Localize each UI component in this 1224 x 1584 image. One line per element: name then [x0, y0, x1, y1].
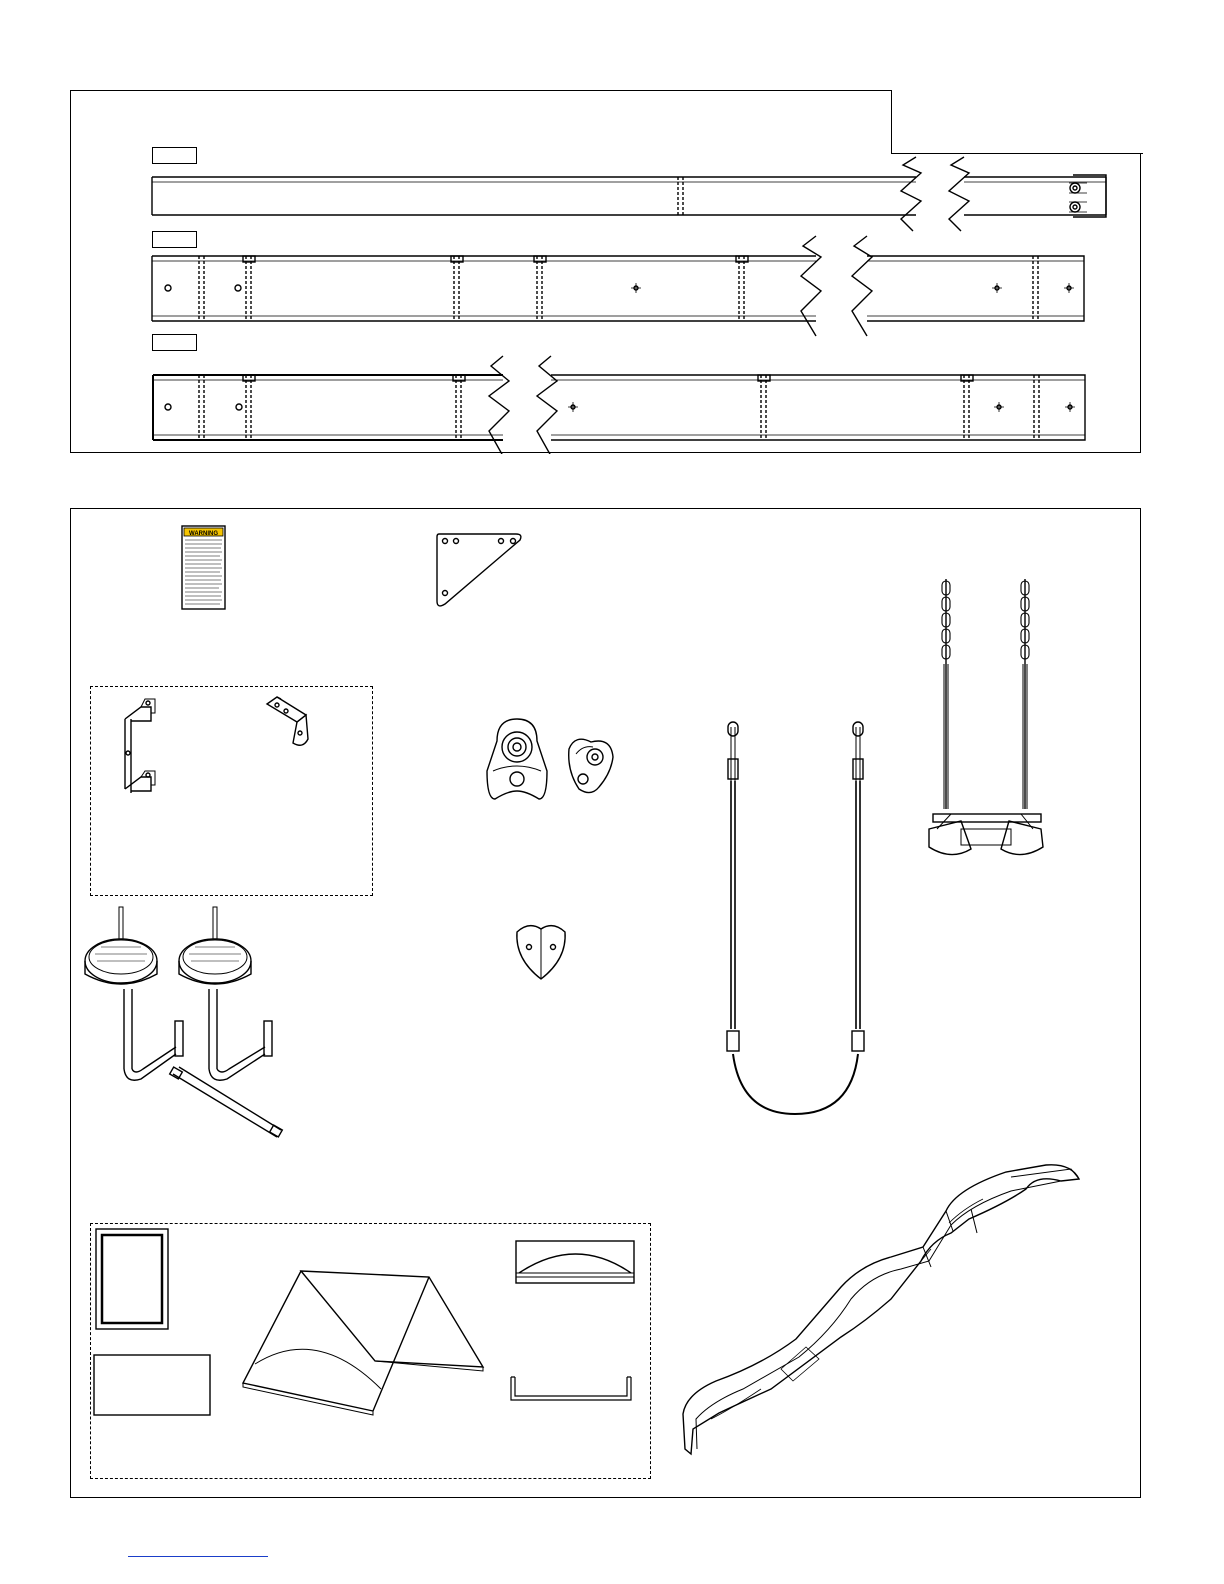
trapeze-swing-chain	[929, 579, 1043, 855]
beam-board	[152, 157, 1106, 231]
lumber-drawings	[71, 91, 1142, 454]
board-2	[152, 236, 1084, 336]
hardware-drawings	[71, 509, 1142, 1499]
footer-link-underline[interactable]	[128, 1556, 268, 1557]
corner-bracket	[517, 926, 565, 979]
swing-hanger-clip	[569, 739, 613, 792]
lumber-parts-panel	[70, 90, 1141, 453]
roof-kit-parts	[94, 1229, 634, 1415]
board-3	[153, 356, 1085, 454]
turbo-spinner-assembly	[85, 907, 282, 1137]
slide	[683, 1165, 1079, 1454]
triangle-gusset-plate	[437, 534, 521, 606]
angle-bracket	[267, 697, 308, 745]
hardware-parts-panel	[70, 508, 1141, 1498]
u-bracket	[125, 699, 155, 793]
belt-swing-chain	[727, 722, 864, 1114]
warning-header: WARNING	[189, 531, 218, 537]
swing-hanger-pivot	[487, 719, 547, 799]
warning-label-sticker	[182, 526, 225, 609]
